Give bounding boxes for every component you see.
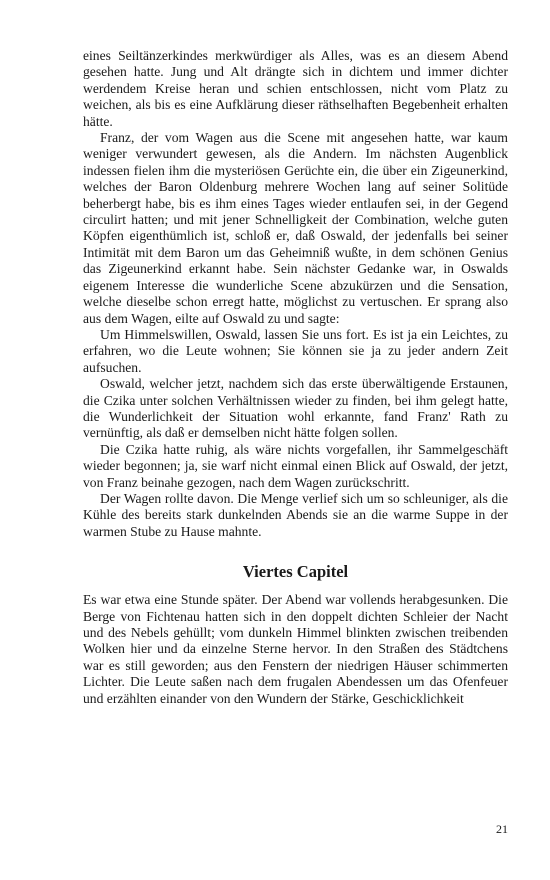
text-block-bottom bbox=[83, 592, 508, 707]
paragraph: eines Seiltänzerkindes merkwürdiger als Alles, was es an diesem Abend gesehen hatte. Jung und Alt drängte sich in dichtem und immer dichter werdendem Kreise heran und schien entschlossen, nicht vom Platz zu weichen, als bis es eine Aufklärung dieser räthselhaften Begebenheit erhalten hätte. bbox=[83, 48, 508, 129]
paragraph: Der Wagen rollte davon. Die Menge verlief sich um so schleuniger, als die Kühle des bereits stark dunkelnden Abends sie an die warme Suppe in der warmen Stube zu Hause mahnte. bbox=[83, 490, 508, 539]
paragraph: Oswald, welcher jetzt, nachdem sich das erste überwältigende Erstaunen, die Czika unter solchen Verhältnissen wieder zu finden, bei ihm gelegt hatte, die Wunderlichkeit der Situation wohl erkannte, fand Franz' Rath zu vernünftig, als daß er demselben nicht hätte folgen sollen. bbox=[83, 376, 508, 441]
book-page bbox=[83, 48, 508, 707]
paragraph: Franz, der vom Wagen aus die Scene mit angesehen hatte, war kaum weniger verwundert gewesen, als die Andern. Im nächsten Augenblick indessen fielen ihm die mysteriösen Gerüchte ein, die über ein Zigeunerkind, welches der Baron Oldenburg mehrere Wochen lang auf seiner Solitüde beherbergt habe, bis es ihm eines Tages wieder entlaufen sei, in der Gegend circulirt hatten; und mit jener Schnelligkeit der Combination, welche guten Köpfen eigenthümlich ist, schloß er, daß Oswald, der jedenfalls bei seiner Intimität mit dem Baron um das Geheimniß wußte, in dem schönen Genius das Zigeunerkind erkannt habe. Sein nächster Gedanke war, in Oswalds eigenem Interesse die wunderliche Scene abzukürzen und die Sensation, welche dieselbe schon erregt hatte, möglichst zu vertuschen. Er sprang also aus dem Wagen, eilte auf Oswald zu und sagte: bbox=[83, 130, 508, 326]
paragraph: Es war etwa eine Stunde später. Der Abend war vollends herabgesunken. Die Berge von Fichtenau hatten sich in den doppelt dichten Schleier der Nacht und des Nebels gehüllt; vom dunkeln Himmel blinkten zwischen treibenden Wolken hier und da einzelne Sterne hervor. In den Straßen des Städtchens war es still geworden; aus den Fenstern der niedrigen Häuser schimmerten Lichter. Die Leute saßen nach dem frugalen Abendessen um das Ofenfeuer und erzählten einander von den Wundern der Stärke, Geschicklichkeit bbox=[83, 592, 508, 706]
text-block-top bbox=[83, 48, 508, 540]
paragraph: Um Himmelswillen, Oswald, lassen Sie uns fort. Es ist ja ein Leichtes, zu erfahren, wo die Leute wohnen; Sie können sie ja zu jeder andern Zeit aufsuchen. bbox=[83, 326, 508, 375]
chapter-heading: Viertes Capitel bbox=[242, 562, 349, 582]
page-number: 21 bbox=[496, 822, 508, 836]
paragraph: Die Czika hatte ruhig, als wäre nichts vorgefallen, ihr Sammelgeschäft wieder begonnen; ja, sie warf nicht einmal einen Blick auf Oswald, der jetzt, von Franz beinahe gezogen, nach dem Wagen zurückschritt. bbox=[83, 441, 508, 490]
